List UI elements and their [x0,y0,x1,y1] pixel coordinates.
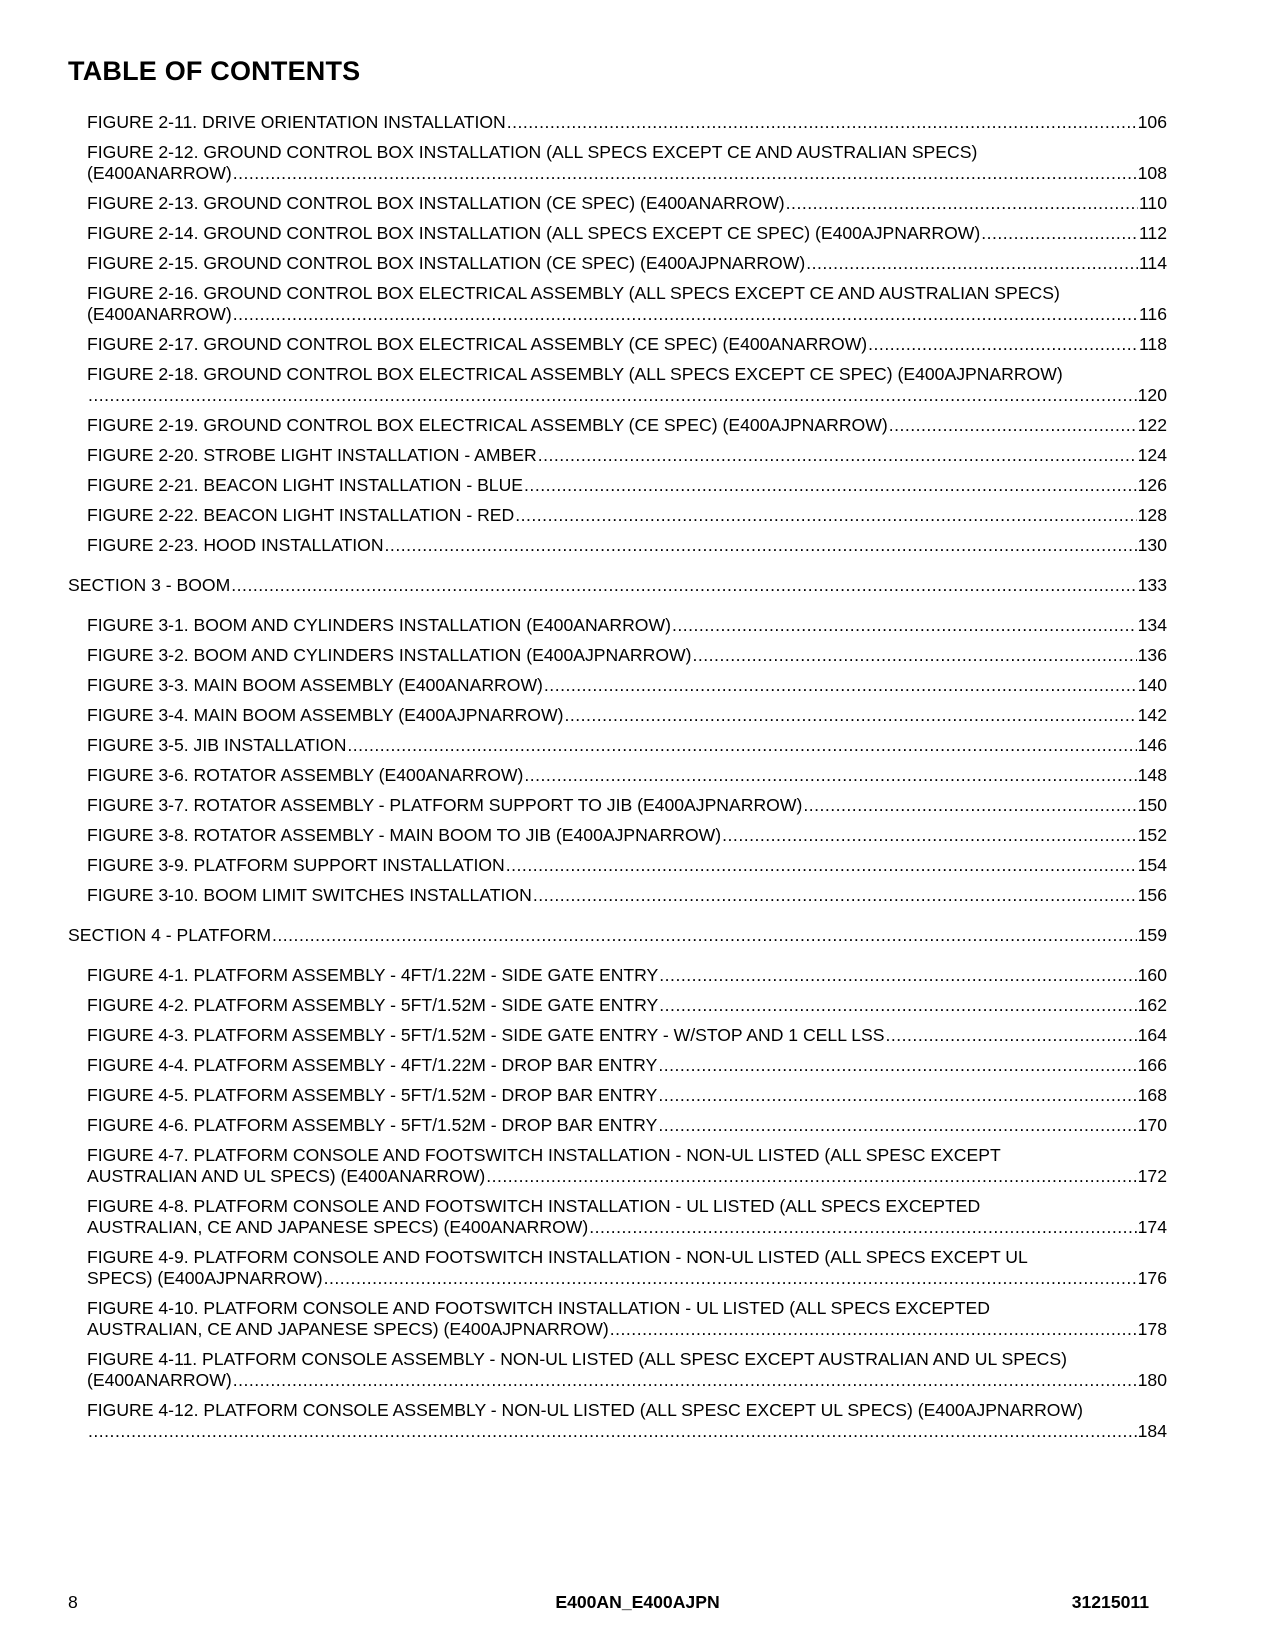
toc-page-number: 110 [1138,193,1167,213]
toc-figure-entry[interactable] [87,445,1167,466]
page-title: TABLE OF CONTENTS [68,56,361,86]
toc-page-number: 180 [1137,1370,1167,1390]
toc-entry-title: AUSTRALIAN, CE AND JAPANESE SPECS) (E400ANARROW) [87,1217,589,1237]
toc-figure-entry[interactable] [87,334,1167,355]
toc-entry-title-line: FIGURE 4-8. PLATFORM CONSOLE AND FOOTSWITCH INSTALLATION - UL LISTED (ALL SPECS EXCEPTED [87,1196,981,1216]
dot-leader [507,112,1137,133]
toc-entry-title: FIGURE 3-10. BOOM LIMIT SWITCHES INSTALLATION [87,885,532,905]
dot-leader [538,445,1137,466]
toc-figure-entry[interactable] [87,1115,1167,1136]
dot-leader [806,253,1138,274]
dot-leader [722,825,1136,846]
toc-entry-title-line: FIGURE 4-7. PLATFORM CONSOLE AND FOOTSWITCH INSTALLATION - NON-UL LISTED (ALL SPESC EXCEPT [87,1145,1001,1165]
toc-figure-entry[interactable] [87,475,1167,496]
toc-entry-title: (E400ANARROW) [87,1370,232,1390]
dot-leader [524,765,1136,786]
toc-page-number: 106 [1137,112,1167,132]
toc-figure-entry[interactable] [87,193,1167,214]
toc-entry-line [87,304,1167,325]
toc-entry-title: FIGURE 3-6. ROTATOR ASSEMBLY (E400ANARROW) [87,765,524,785]
toc-entry-title-line: FIGURE 4-12. PLATFORM CONSOLE ASSEMBLY - NON-UL LISTED (ALL SPESC EXCEPT UL SPECS) (E400AJPNARROW) [87,1400,1083,1420]
dot-leader [524,475,1137,496]
toc-entry-line [68,925,1167,946]
toc-entry-title: FIGURE 3-4. MAIN BOOM ASSEMBLY (E400AJPNARROW) [87,705,564,725]
dot-leader [347,735,1136,756]
toc-entry-line [87,535,1167,556]
toc-entry-title: FIGURE 2-23. HOOD INSTALLATION [87,535,384,555]
dot-leader [233,304,1138,325]
toc-page-number: 140 [1137,675,1167,695]
toc-entry-title: FIGURE 4-2. PLATFORM ASSEMBLY - 5FT/1.52M - SIDE GATE ENTRY [87,995,659,1015]
toc-section-entry[interactable] [68,575,1167,596]
toc-entry-line [87,1421,1167,1442]
toc-figure-entry[interactable] [87,885,1167,906]
toc-figure-entry[interactable] [87,1145,1167,1187]
toc-list [0,112,1275,1442]
toc-entry-title: (E400ANARROW) [87,304,232,324]
toc-figure-entry[interactable] [87,1025,1167,1046]
toc-entry-title: FIGURE 2-22. BEACON LIGHT INSTALLATION - RED [87,505,515,525]
toc-entry-title: FIGURE 2-14. GROUND CONTROL BOX INSTALLATION (ALL SPECS EXCEPT CE SPEC) (E400AJPNARROW) [87,223,981,243]
dot-leader [658,1115,1136,1136]
toc-figure-entry[interactable] [87,1247,1167,1289]
toc-entry-title: FIGURE 3-1. BOOM AND CYLINDERS INSTALLATION (E400ANARROW) [87,615,671,635]
toc-page-number: 133 [1137,575,1167,595]
toc-entry-line [87,163,1167,184]
dot-leader [889,415,1137,436]
toc-page-number: 156 [1137,885,1167,905]
dot-leader [868,334,1138,355]
toc-page-number: 118 [1138,334,1167,354]
toc-figure-entry[interactable] [87,825,1167,846]
toc-entry-title-line: FIGURE 4-11. PLATFORM CONSOLE ASSEMBLY - NON-UL LISTED (ALL SPESC EXCEPT AUSTRALIAN AND UL SPECS) [87,1349,1067,1369]
toc-entry-line [87,385,1167,406]
dot-leader [658,1055,1136,1076]
toc-figure-entry[interactable] [87,675,1167,696]
dot-leader [885,1025,1136,1046]
toc-page-number: 162 [1137,995,1167,1015]
toc-entry-title: FIGURE 3-8. ROTATOR ASSEMBLY - MAIN BOOM TO JIB (E400AJPNARROW) [87,825,722,845]
toc-page-number: 159 [1137,925,1167,945]
toc-entry-line [87,475,1167,496]
dot-leader [88,385,1137,406]
toc-entry-line [87,1085,1167,1106]
toc-entry-title-line: FIGURE 2-16. GROUND CONTROL BOX ELECTRICAL ASSEMBLY (ALL SPECS EXCEPT CE AND AUSTRALIAN SPECS) [87,283,1060,303]
dot-leader [544,675,1137,696]
toc-figure-entry[interactable] [87,535,1167,556]
footer-document-number: 31215011 [1071,1592,1149,1612]
toc-figure-entry[interactable] [87,1055,1167,1076]
toc-entry-line [87,795,1167,816]
toc-entry-line [87,965,1167,986]
toc-entry-title: FIGURE 3-2. BOOM AND CYLINDERS INSTALLATION (E400AJPNARROW) [87,645,692,665]
toc-page-number: 150 [1137,795,1167,815]
dot-leader [533,885,1137,906]
toc-figure-entry[interactable] [87,1196,1167,1238]
toc-figure-entry[interactable] [87,364,1167,406]
toc-entry-line [87,675,1167,696]
dot-leader [659,995,1136,1016]
dot-leader [486,1166,1136,1187]
toc-entry-line [87,253,1167,274]
dot-leader [658,1085,1136,1106]
toc-entry-title: (E400ANARROW) [87,163,232,183]
toc-page-number: 176 [1137,1268,1167,1288]
dot-leader [693,645,1137,666]
toc-entry-title: FIGURE 2-11. DRIVE ORIENTATION INSTALLATION [87,112,506,132]
toc-figure-entry[interactable] [87,1085,1167,1106]
toc-page-number: 142 [1137,705,1167,725]
toc-entry-title: FIGURE 2-13. GROUND CONTROL BOX INSTALLATION (CE SPEC) (E400ANARROW) [87,193,785,213]
toc-entry-title: AUSTRALIAN AND UL SPECS) (E400ANARROW) [87,1166,486,1186]
dot-leader [659,965,1136,986]
toc-figure-entry[interactable] [87,223,1167,244]
toc-entry-title: AUSTRALIAN, CE AND JAPANESE SPECS) (E400AJPNARROW) [87,1319,609,1339]
toc-entry-line [87,1055,1167,1076]
toc-figure-entry[interactable] [87,1349,1167,1391]
toc-page-number: 170 [1137,1115,1167,1135]
dot-leader [672,615,1137,636]
toc-figure-entry[interactable] [87,142,1167,184]
toc-page-number: 112 [1138,223,1167,243]
toc-entry-line [87,735,1167,756]
toc-entry-line [87,334,1167,355]
toc-entry-title: FIGURE 2-19. GROUND CONTROL BOX ELECTRICAL ASSEMBLY (CE SPEC) (E400AJPNARROW) [87,415,888,435]
toc-entry-title: FIGURE 2-17. GROUND CONTROL BOX ELECTRICAL ASSEMBLY (CE SPEC) (E400ANARROW) [87,334,868,354]
dot-leader [786,193,1138,214]
toc-entry-line [87,825,1167,846]
toc-figure-entry[interactable] [87,253,1167,274]
toc-figure-entry[interactable] [87,615,1167,636]
dot-leader [324,1268,1137,1289]
dot-leader [231,575,1136,596]
toc-page-number: 124 [1137,445,1167,465]
toc-figure-entry[interactable] [87,855,1167,876]
toc-figure-entry[interactable] [87,735,1167,756]
toc-entry-title: FIGURE 4-4. PLATFORM ASSEMBLY - 4FT/1.22M - DROP BAR ENTRY [87,1055,658,1075]
dot-leader [515,505,1136,526]
dot-leader [981,223,1138,244]
toc-entry-line [87,615,1167,636]
toc-entry-line [87,765,1167,786]
toc-page-number: 154 [1137,855,1167,875]
toc-entry-title: FIGURE 3-7. ROTATOR ASSEMBLY - PLATFORM SUPPORT TO JIB (E400AJPNARROW) [87,795,803,815]
toc-page-number: 160 [1137,965,1167,985]
toc-entry-line [87,1166,1167,1187]
toc-entry-line [87,995,1167,1016]
dot-leader [506,855,1137,876]
toc-entry-title-line: FIGURE 2-18. GROUND CONTROL BOX ELECTRICAL ASSEMBLY (ALL SPECS EXCEPT CE SPEC) (E400AJPNARROW) [87,364,1063,384]
toc-page-number: 166 [1137,1055,1167,1075]
toc-figure-entry[interactable] [87,1298,1167,1340]
toc-entry-line [87,1217,1167,1238]
toc-figure-entry[interactable] [87,965,1167,986]
toc-page-number: 130 [1137,535,1167,555]
toc-page-number: 184 [1137,1421,1167,1441]
toc-entry-line [87,1025,1167,1046]
toc-page-number: 148 [1137,765,1167,785]
toc-entry-line [87,1319,1167,1340]
toc-entry-line [87,415,1167,436]
toc-entry-title-line: FIGURE 4-10. PLATFORM CONSOLE AND FOOTSWITCH INSTALLATION - UL LISTED (ALL SPECS EXCEPTED [87,1298,990,1318]
toc-figure-entry[interactable] [87,995,1167,1016]
toc-entry-line [87,885,1167,906]
toc-page-number: 108 [1137,163,1167,183]
toc-page-number: 128 [1137,505,1167,525]
toc-entry-line [87,1268,1167,1289]
toc-entry-title: SPECS) (E400AJPNARROW) [87,1268,323,1288]
toc-entry-line [87,223,1167,244]
toc-page-number: 126 [1137,475,1167,495]
toc-figure-entry[interactable] [87,112,1167,133]
toc-entry-title: FIGURE 4-1. PLATFORM ASSEMBLY - 4FT/1.22M - SIDE GATE ENTRY [87,965,659,985]
toc-entry-title-line: FIGURE 4-9. PLATFORM CONSOLE AND FOOTSWITCH INSTALLATION - NON-UL LISTED (ALL SPECS EXCEPT UL [87,1247,1028,1267]
toc-page-number: 168 [1137,1085,1167,1105]
toc-entry-title: FIGURE 2-21. BEACON LIGHT INSTALLATION - BLUE [87,475,524,495]
toc-page-number: 136 [1137,645,1167,665]
dot-leader [610,1319,1137,1340]
toc-figure-entry[interactable] [87,705,1167,726]
toc-entry-title: FIGURE 3-3. MAIN BOOM ASSEMBLY (E400ANARROW) [87,675,543,695]
toc-entry-line [87,645,1167,666]
toc-figure-entry[interactable] [87,415,1167,436]
toc-figure-entry[interactable] [87,795,1167,816]
dot-leader [803,795,1136,816]
toc-page-number: 114 [1138,253,1167,273]
toc-figure-entry[interactable] [87,505,1167,526]
toc-entry-title: FIGURE 2-20. STROBE LIGHT INSTALLATION - AMBER [87,445,537,465]
toc-figure-entry[interactable] [87,1400,1167,1442]
toc-entry-title: FIGURE 3-5. JIB INSTALLATION [87,735,347,755]
toc-page-number: 164 [1137,1025,1167,1045]
toc-entry-line [87,1115,1167,1136]
toc-section-entry[interactable] [68,925,1167,946]
footer-page-number: 8 [68,1592,78,1612]
toc-page-number: 152 [1137,825,1167,845]
toc-entry-title: SECTION 3 - BOOM [68,575,231,595]
dot-leader [385,535,1137,556]
toc-page-number: 122 [1137,415,1167,435]
toc-page-number: 146 [1137,735,1167,755]
toc-entry-title: SECTION 4 - PLATFORM [68,925,271,945]
toc-figure-entry[interactable] [87,645,1167,666]
toc-entry-line [87,1370,1167,1391]
dot-leader [88,1421,1137,1442]
toc-page-number: 172 [1137,1166,1167,1186]
footer-document-name: E400AN_E400AJPN [555,1592,720,1612]
toc-page-number: 174 [1137,1217,1167,1237]
toc-figure-entry[interactable] [87,765,1167,786]
dot-leader [233,1370,1137,1391]
toc-page-number: 120 [1137,385,1167,405]
toc-page-number: 134 [1137,615,1167,635]
toc-figure-entry[interactable] [87,283,1167,325]
toc-entry-title: FIGURE 4-6. PLATFORM ASSEMBLY - 5FT/1.52M - DROP BAR ENTRY [87,1115,658,1135]
toc-entry-title: FIGURE 2-15. GROUND CONTROL BOX INSTALLATION (CE SPEC) (E400AJPNARROW) [87,253,806,273]
toc-entry-line [87,705,1167,726]
toc-entry-line [68,575,1167,596]
toc-entry-line [87,112,1167,133]
toc-entry-line [87,855,1167,876]
dot-leader [272,925,1137,946]
toc-entry-title: FIGURE 4-5. PLATFORM ASSEMBLY - 5FT/1.52M - DROP BAR ENTRY [87,1085,658,1105]
toc-entry-title-line: FIGURE 2-12. GROUND CONTROL BOX INSTALLATION (ALL SPECS EXCEPT CE AND AUSTRALIAN SPECS) [87,142,978,162]
toc-page-number: 178 [1137,1319,1167,1339]
toc-entry-title: FIGURE 4-3. PLATFORM ASSEMBLY - 5FT/1.52M - SIDE GATE ENTRY - W/STOP AND 1 CELL LSS [87,1025,885,1045]
toc-entry-line [87,445,1167,466]
dot-leader [589,1217,1136,1238]
toc-entry-line [87,505,1167,526]
toc-entry-title: FIGURE 3-9. PLATFORM SUPPORT INSTALLATION [87,855,505,875]
toc-page-number: 116 [1138,304,1167,324]
dot-leader [564,705,1136,726]
dot-leader [233,163,1137,184]
toc-entry-line [87,193,1167,214]
